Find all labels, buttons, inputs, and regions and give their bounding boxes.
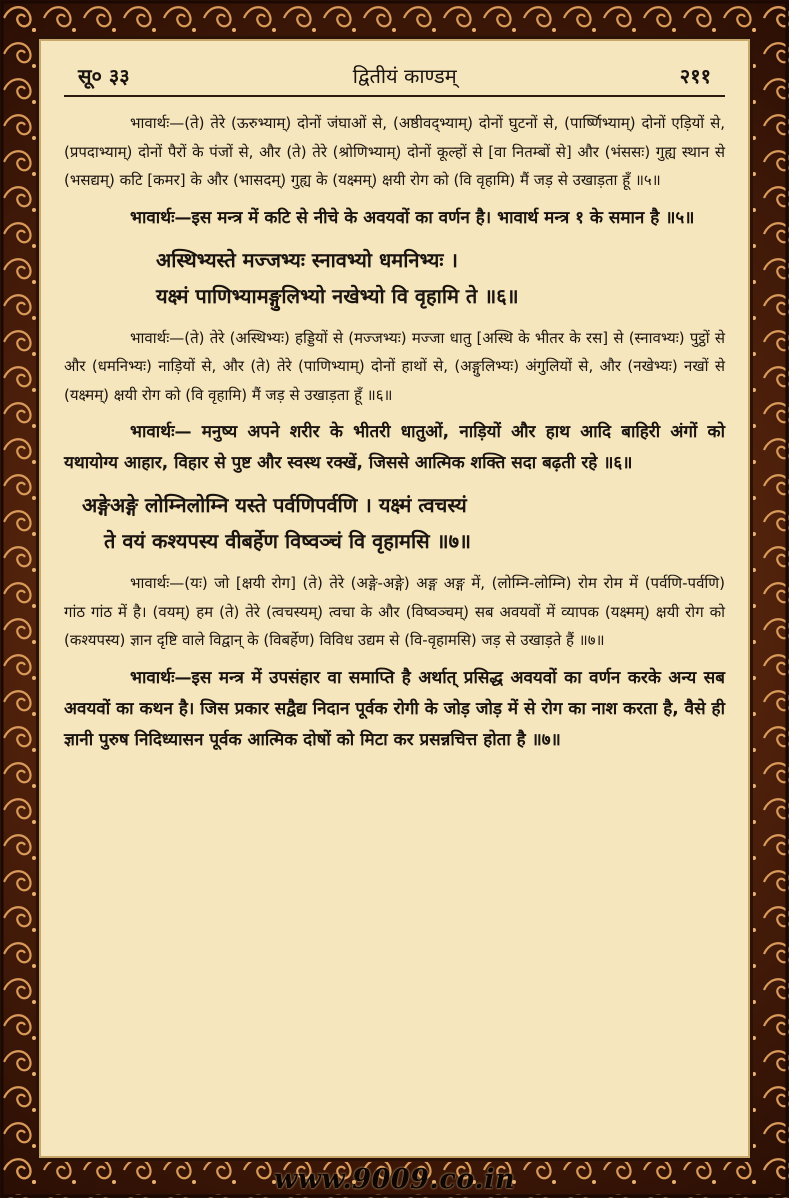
bhavarth-paragraph-6a: भावार्थः—(ते) तेरे (अस्थिभ्यः) हड्डियों से (मज्जभ्यः) मज्जा धातु [अस्थि के भीतर के रस] से (स्नावभ्यः) पुट्ठों से और (धमनिभ्यः) नाड़ियों से, और (ते) तेरे (पाणिभ्याम्) दोनों हाथों से, (अङ्गुलिभ्यः) अंगुलियों से, और (नखेभ्यः) नखों से (यक्ष्मम्) क्षयी रोग को (वि वृहामि) मैं जड़ से उखाड़ता हूँ ॥६॥ [64, 328, 725, 404]
scripture-page [36, 36, 753, 1161]
mantra-6 [64, 242, 725, 314]
footer-banner [0, 1160, 789, 1198]
kanda-title: द्वितीयं काण्डम् [352, 64, 457, 88]
bhavarth-paragraph-6b: भावार्थः— मनुष्य अपने शरीर के भीतरी धातुओं, नाड़ियों और हाथ आदि बाहिरी अंगों को यथायोग्य आहार, विहार से पुष्ट और स्वस्थ रक्खें, जिससे आत्मिक शक्ति सदा बढ़ती रहे ॥६॥ [64, 422, 725, 473]
bhavarth-paragraph-5b: भावार्थः—इस मन्त्र में कटि से नीचे के अवयवों का वर्णन है। भावार्थ मन्त्र १ के समान है ॥५॥ [130, 207, 695, 228]
mantra-6-line-1: अस्थिभ्यस्ते मज्जभ्यः स्नावभ्यो धमनिभ्यः । [156, 247, 458, 272]
bhavarth-paragraph-7a: भावार्थः—(यः) जो [क्षयी रोग] (ते) तेरे (अङ्गे-अङ्गे) अङ्ग अङ्ग में, (लोम्नि-लोम्नि) रोम रोम में (पर्वणि-पर्वणि) गांठ गांठ में है। (वयम्) हम (ते) तेरे (त्वचस्यम्) त्वचा के और (विष्वञ्चम्) सब अवयवों में व्यापक (यक्ष्मम्) क्षयी रोग को (कश्यपस्य) ज्ञान दृष्टि वाले विद्वान् के (विबर्हेण) विविध उद्यम से (वि-वृहामसि) जड़ से उखाड़ते हैं ॥७॥ [64, 574, 725, 649]
bhavarth-paragraph-7b: भावार्थः—इस मन्त्र में उपसंहार वा समाप्ति है अर्थात् प्रसिद्ध अवयवों का वर्णन करके अन्य सब अवयवों का कथन है। जिस प्रकार सद्वैद्य निदान पूर्वक रोगी के जोड़ जोड़ में से रोग का नाश करता है, वैसे ही ज्ञानी पुरुष निदिध्यासन पूर्वक आत्मिक दोषों को मिटा कर प्रसन्नचित्त होता है ॥७॥ [64, 667, 725, 750]
page-header [64, 62, 725, 97]
mantra-6-line-2: यक्ष्मं पाणिभ्यामङ्गुलिभ्यो नखेभ्यो वि वृहामि ते ॥६॥ [156, 283, 519, 308]
bhavarth-paragraph-5a: भावार्थः—(ते) तेरे (ऊरुभ्याम्) दोनों जंघाओं से, (अष्ठीवद्भ्याम्) दोनों घुटनों से, (पार्ष्णिभ्याम्) दोनों एड़ियों से, (प्रपदाभ्याम्) दोनों पैरों के पंजों से, और (ते) तेरे (श्रोणिभ्याम्) दोनों कूल्हों से [वा नितम्बों से] और (भंससः) गुह्य स्थान से (भसद्यम्) कटि [कमर] के और (भासदम्) गुह्य के (यक्ष्मम्) क्षयी रोग को (वि वृहामि) मैं जड़ से उखाड़ता हूँ ॥५॥ [64, 114, 725, 189]
sukta-number: सू० ३३ [78, 64, 130, 88]
website-link[interactable]: www.9009.co.in [273, 1163, 516, 1195]
mantra-7 [64, 487, 725, 559]
mantra-7-line-1: अङ्गेअङ्गे लोम्निलोम्नि यस्ते पर्वणिपर्वणि । यक्ष्मं त्वचस्यं [82, 493, 467, 517]
mantra-7-line-2: ते वयं कश्यपस्य वीबर्हेण विष्वञ्चं वि वृहामसि ॥७॥ [104, 529, 471, 553]
page-number: २११ [679, 64, 711, 88]
